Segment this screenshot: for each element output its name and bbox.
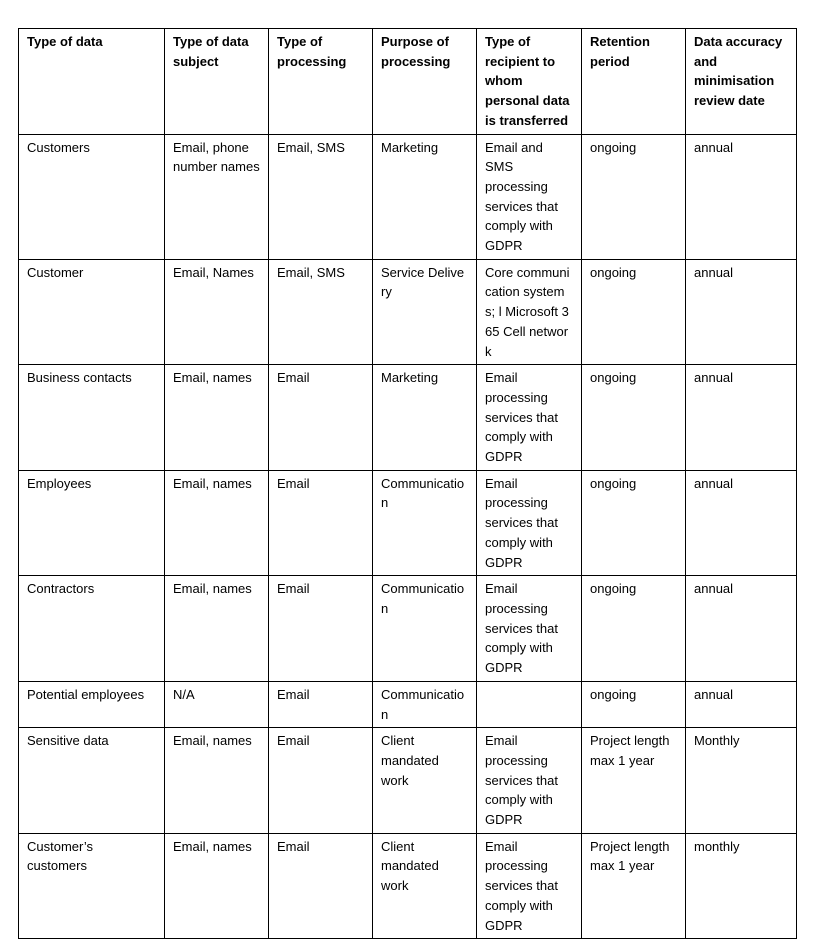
- cell-data-subject: Email, names: [165, 833, 269, 939]
- cell-processing: Email: [269, 728, 373, 834]
- cell-data-subject: Email, phone number names: [165, 134, 269, 259]
- cell-purpose: Marketing: [373, 134, 477, 259]
- cell-type-of-data: Contractors: [19, 576, 165, 682]
- cell-review-date: annual: [686, 259, 797, 365]
- cell-processing: Email: [269, 576, 373, 682]
- cell-review-date: annual: [686, 470, 797, 576]
- cell-processing: Email, SMS: [269, 134, 373, 259]
- cell-processing: Email, SMS: [269, 259, 373, 365]
- cell-recipient: Email processing services that comply with GDPR: [477, 365, 582, 471]
- cell-recipient: Email processing services that comply with GDPR: [477, 576, 582, 682]
- cell-type-of-data: Potential employees: [19, 681, 165, 727]
- cell-type-of-data: Business contacts: [19, 365, 165, 471]
- table-row: [19, 134, 797, 259]
- cell-review-date: annual: [686, 576, 797, 682]
- cell-recipient: Core communication systems; l Microsoft 365 Cell network: [477, 259, 582, 365]
- cell-processing: Email: [269, 833, 373, 939]
- cell-processing: Email: [269, 470, 373, 576]
- table-row: [19, 576, 797, 682]
- cell-review-date: monthly: [686, 833, 797, 939]
- cell-retention: ongoing: [582, 259, 686, 365]
- header-retention-period: Retention period: [582, 29, 686, 135]
- cell-data-subject: Email, names: [165, 576, 269, 682]
- table-row: [19, 259, 797, 365]
- cell-purpose: Service Delivery: [373, 259, 477, 365]
- cell-type-of-data: Customers: [19, 134, 165, 259]
- table-row: [19, 365, 797, 471]
- cell-recipient: Email processing services that comply with GDPR: [477, 833, 582, 939]
- cell-purpose: Client mandated work: [373, 833, 477, 939]
- cell-type-of-data: Sensitive data: [19, 728, 165, 834]
- cell-review-date: Monthly: [686, 728, 797, 834]
- cell-type-of-data: Customer’s customers: [19, 833, 165, 939]
- cell-purpose: Communication: [373, 470, 477, 576]
- cell-data-subject: N/A: [165, 681, 269, 727]
- cell-data-subject: Email, names: [165, 728, 269, 834]
- cell-retention: ongoing: [582, 576, 686, 682]
- table-row: [19, 681, 797, 727]
- cell-processing: Email: [269, 681, 373, 727]
- table-row: [19, 728, 797, 834]
- cell-retention: ongoing: [582, 470, 686, 576]
- header-review-date: Data accuracy and minimisation review date: [686, 29, 797, 135]
- cell-type-of-data: Customer: [19, 259, 165, 365]
- cell-purpose: Communication: [373, 681, 477, 727]
- cell-retention: ongoing: [582, 134, 686, 259]
- cell-data-subject: Email, names: [165, 470, 269, 576]
- header-type-of-processing: Type of processing: [269, 29, 373, 135]
- cell-purpose: Marketing: [373, 365, 477, 471]
- cell-review-date: annual: [686, 681, 797, 727]
- cell-recipient: Email processing services that comply with GDPR: [477, 728, 582, 834]
- cell-retention: Project length max 1 year: [582, 833, 686, 939]
- cell-retention: Project length max 1 year: [582, 728, 686, 834]
- cell-purpose: Client mandated work: [373, 728, 477, 834]
- cell-retention: ongoing: [582, 681, 686, 727]
- header-row: [19, 29, 797, 135]
- cell-data-subject: Email, names: [165, 365, 269, 471]
- cell-recipient: [477, 681, 582, 727]
- header-type-of-data: Type of data: [19, 29, 165, 135]
- cell-retention: ongoing: [582, 365, 686, 471]
- cell-purpose: Communication: [373, 576, 477, 682]
- header-type-of-recipient: Type of recipient to whom personal data is transferred: [477, 29, 582, 135]
- cell-recipient: Email processing services that comply with GDPR: [477, 470, 582, 576]
- table-row: [19, 470, 797, 576]
- cell-review-date: annual: [686, 365, 797, 471]
- table-row: [19, 833, 797, 939]
- cell-review-date: annual: [686, 134, 797, 259]
- cell-recipient: Email and SMS processing services that comply with GDPR: [477, 134, 582, 259]
- header-purpose-of-processing: Purpose of processing: [373, 29, 477, 135]
- cell-data-subject: Email, Names: [165, 259, 269, 365]
- cell-type-of-data: Employees: [19, 470, 165, 576]
- data-processing-table: [18, 28, 797, 939]
- header-type-of-data-subject: Type of data subject: [165, 29, 269, 135]
- cell-processing: Email: [269, 365, 373, 471]
